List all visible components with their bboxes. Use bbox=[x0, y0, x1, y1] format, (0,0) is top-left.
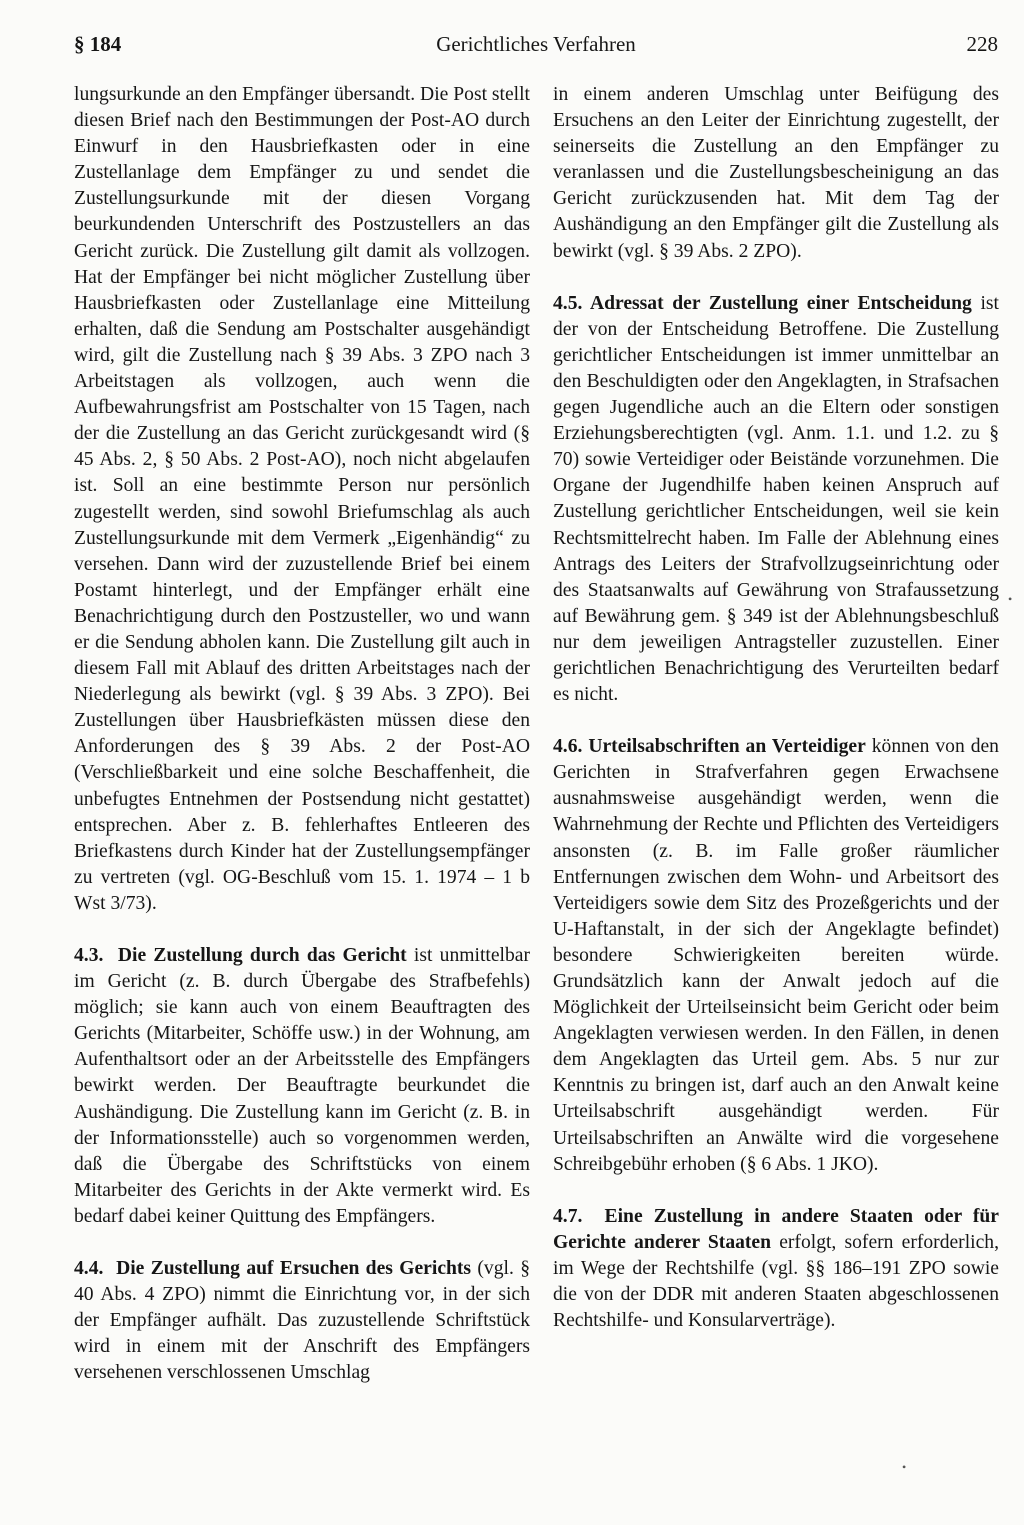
paragraph-body: (vgl. § 40 Abs. 4 ZPO) nimmt die Einrichtung vor, in der sich der Empfänger aufhält. Das zuzustellende Schriftstück wird in einem mit der Anschrift des Empfängers versehenen verschlossenen Umschlag bbox=[74, 1258, 530, 1384]
paragraph-4-5 bbox=[553, 291, 999, 709]
paragraph-number: 4.4. bbox=[74, 1258, 104, 1280]
paragraph-heading: Die Zustellung auf Ersuchen des Gerichts bbox=[116, 1258, 472, 1280]
right-column bbox=[553, 82, 999, 1360]
page-number: 228 bbox=[966, 32, 998, 56]
paragraph-heading: Die Zustellung durch das Gericht bbox=[117, 945, 407, 966]
paragraph-continuation: lungsurkunde an den Empfänger übersandt. Die Post stellt diesen Brief nach den Bestimmungen der Post-AO durch Einwurf in den Hausbriefkasten oder in eine Zustellanlage dem Empfänger zu und sendet die Zustellungsurkunde mit der diesen Vorgang beurkundenden Unterschrift des Postzustellers an das Gericht zurück. Die Zustellung gilt damit als vollzogen. Hat der Empfänger bei nicht möglicher Zustellung über Hausbriefkasten oder Zustellanlage eine Mitteilung erhalten, daß die Sendung am Postschalter ausgehändigt wird, gilt die Zustellung nach § 39 Abs. 3 ZPO nach 3 Arbeitstagen als vollzogen, auch wenn die Aufbewahrungsfrist am Postschalter von 15 Tagen, nach der die Zustellung an das Gericht zurückgesandt wird (§ 45 Abs. 2, § 50 Abs. 2 Post-AO), noch nicht abgelaufen ist. Soll an eine bestimmte Person nur persönlich zugestellt werden, sind sowohl Briefumschlag als auch Zustellungsurkunde mit dem Vermerk „Eigenhändig“ zu versehen. Dann wird der zuzustellende Brief bei einem Postamt hinterlegt, und der Empfänger erhält eine Benachrichtigung durch den Postzusteller, wo und wann er die Sendung abholen kann. Die Zustellung gilt auch in diesem Fall mit Ablauf des dritten Arbeitstages nach der Niederlegung als bewirkt (vgl. § 39 Abs. 3 ZPO). Bei Zustellungen über Hausbriefkästen müssen diese den Anforderungen des § 39 Abs. 2 der Post-AO (Verschließbarkeit und eine solche Beschaffenheit, die unbefugtes Entnehmen der Postsendung nicht gestattet) entsprechen. Aber z. B. fehlerhaftes Entleeren des Briefkastens durch Kinder hat der Zustellungsempfänger zu vertreten (vgl. OG-Beschluß vom 15. 1. 1974 – 1 b Wst 3/73). bbox=[74, 84, 531, 914]
paragraph-heading: 4.5. Adressat der Zustellung einer Entscheidung bbox=[553, 292, 972, 314]
paragraph-body: ist unmittelbar im Gericht (z. B. durch Übergabe des Strafbefehls) möglich; sie kann auch von einem Beauftragten des Gerichts (Mitarbeiter, Schöffe usw.) in der Wohnung, am Aufenthaltsort oder an der Arbeitsstelle des Empfängers bewirkt werden. Der Beauftragte beurkundet die Aushändigung. Die Zustellung kann im Gericht (z. B. in der Informationsstelle) auch so vorgenommen werden, daß die Übergabe des Schriftstücks von einem Mitarbeiter des Gerichts in der Akte vermerkt wird. Es bedarf dabei keiner Quittung des Empfängers. bbox=[74, 945, 530, 1227]
paragraph-body: ist der von der Entscheidung Betroffene. Die Zustellung gerichtlicher Entscheidungen ist immer unmittelbar an den Beschuldigten oder den Angeklagten, in Strafsachen gegen Jugendliche auch an die Eltern oder sonstigen Erziehungsberechtigten (vgl. Anm. 1.1. und 1.2. zu § 70) sowie Verteidiger oder Beistände vorzunehmen. Die Organe der Jugendhilfe haben keinen Anspruch auf Zustellung gerichtlicher Entscheidungen, weil sie kein Rechtsmittelrecht haben. Im Falle der Ablehnung eines Antrags des Leiters der Strafvollzugseinrichtung oder des Staatsanwalts auf Gewährung von Strafaussetzung auf Bewährung gem. § 349 ist der Ablehnungsbeschluß nur dem jeweiligen Antragsteller zuzustellen. Einer gerichtlichen Benachrichtigung des Verurteilten bedarf es nicht. bbox=[553, 292, 999, 706]
paragraph-4-6 bbox=[553, 734, 999, 1178]
section-reference: § 184 bbox=[74, 32, 122, 56]
chapter-title: Gerichtliches Verfahren bbox=[436, 32, 636, 56]
paragraph-heading: 4.6. Urteilsabschriften an Verteidiger bbox=[553, 736, 866, 758]
paragraph-body: erfolgt, sofern erforderlich, im Wege der Rechtshilfe (vgl. §§ 186–191 ZPO sowie die von der DDR mit anderen Staaten abgeschlossenen Rechtshilfe- und Konsularverträge). bbox=[553, 1231, 999, 1332]
paragraph-4-4 bbox=[74, 1256, 530, 1386]
scan-speck: • bbox=[1008, 592, 1013, 606]
paragraph-number: 4.7. bbox=[553, 1205, 583, 1227]
running-header bbox=[74, 26, 998, 62]
paragraph-4-7 bbox=[553, 1204, 999, 1334]
paragraph-4-3 bbox=[74, 943, 530, 1230]
paragraph-continuation: in einem anderen Umschlag unter Beifügung des Ersuchens an den Leiter der Einrichtung zugestellt, der seinerseits die Zustellung an den Empfänger zu veranlassen und die Zustellungsbescheinigung an das Gericht zurückzusenden hat. Mit dem Tag der Aushändigung an den Empfänger gilt die Zustellung als bewirkt (vgl. § 39 Abs. 2 ZPO). bbox=[553, 84, 999, 262]
paragraph-heading: Eine Zustellung in andere Staaten oder für Gerichte anderer Staaten bbox=[553, 1205, 999, 1253]
paragraph-body: können von den Gerichten in Strafverfahren gegen Erwachsene ausnahmsweise ausgehändigt werden, wenn die Wahrnehmung der Rechte und Pflichten des Verteidigers ansonsten (z. B. im Falle großer räumlicher Entfernungen zwischen dem Wohn- und Arbeitsort des Verteidigers sowie dem Sitz des Prozeßgerichts und der U-Haftanstalt, in der sich der Angeklagte befindet) besondere Schwierigkeiten bereiten würde. Grundsätzlich kann der Anwalt jedoch auf die Möglichkeit der Urteilseinsicht beim Gericht oder beim Angeklagten verwiesen werden. In den Fällen, in denen dem Angeklagten das Urteil gem. Abs. 5 nur zur Kenntnis zu bringen ist, darf auch an den Anwalt keine Urteilsabschrift ausgehändigt werden. Für Urteilsabschriften an Anwälte wird die vorgesehene Schreibgebühr erhoben (§ 6 Abs. 1 JKO). bbox=[553, 736, 999, 1175]
scan-speck: • bbox=[902, 1460, 907, 1474]
paragraph-number: 4.3. bbox=[74, 945, 104, 966]
left-column bbox=[74, 82, 530, 1413]
